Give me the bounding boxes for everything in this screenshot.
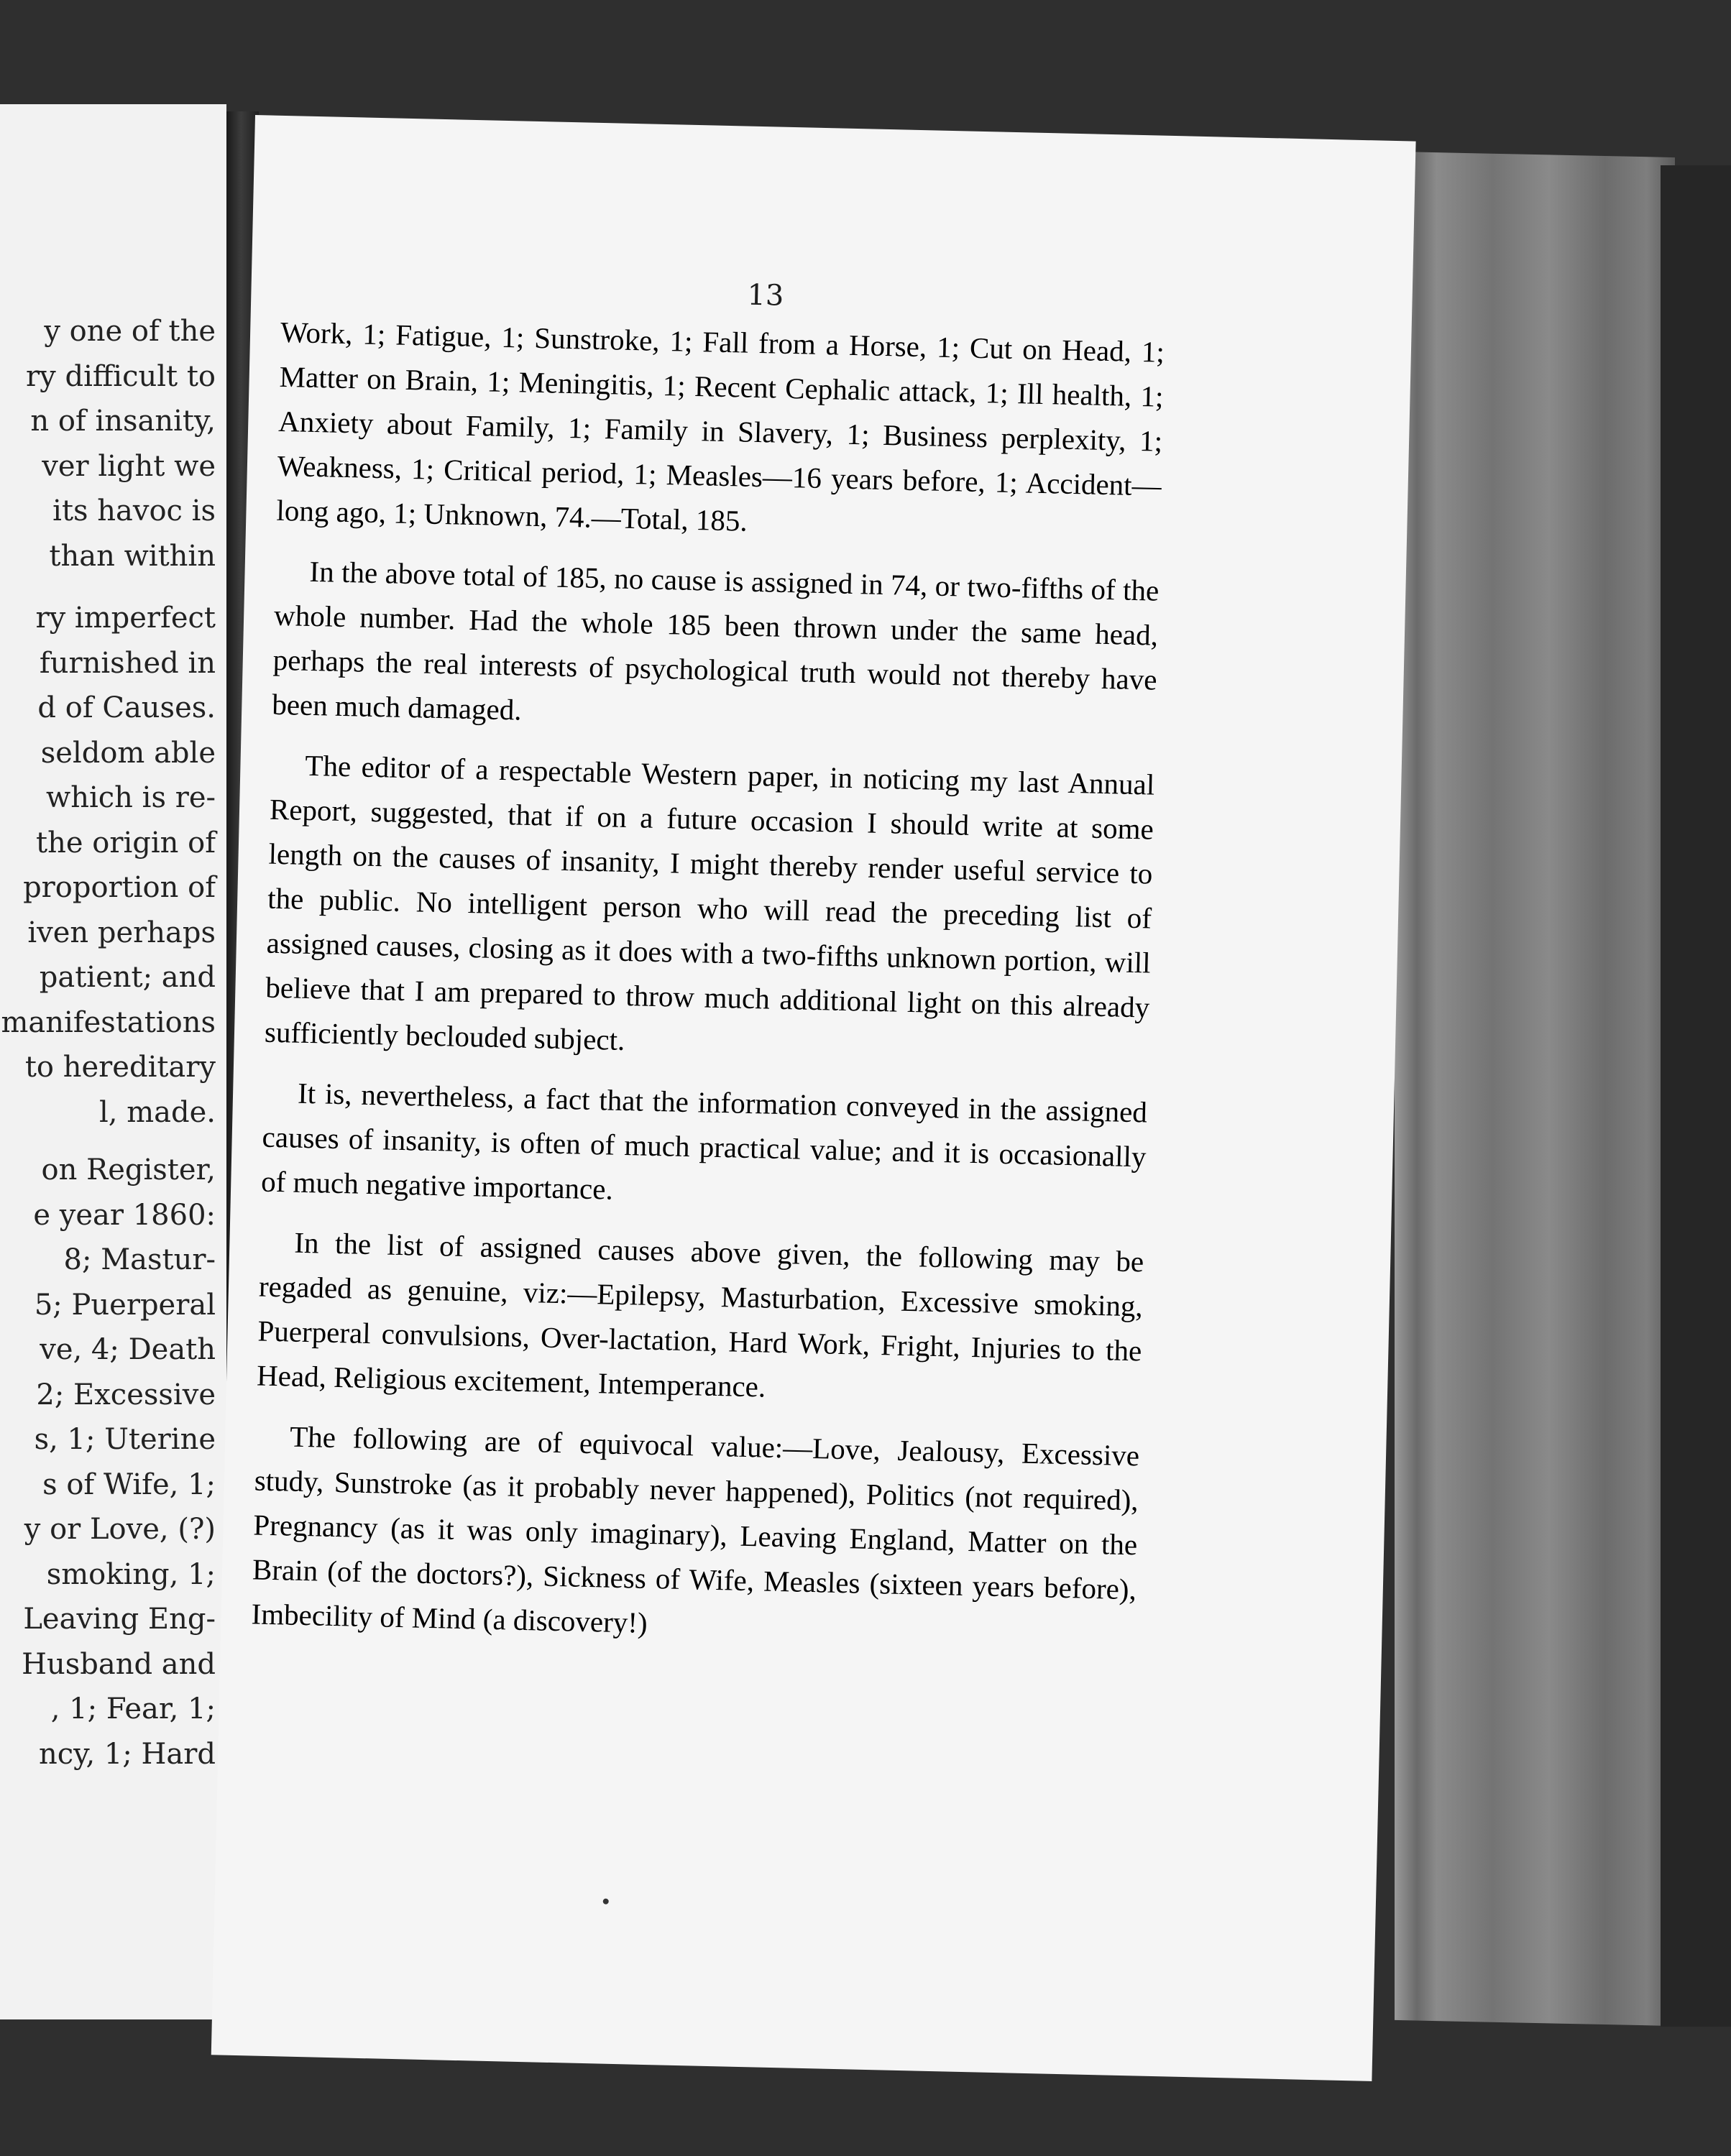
left-line: than within <box>49 539 216 573</box>
left-line: ve, 4; Death <box>40 1333 216 1366</box>
paragraph: It is, nevertheless, a fact that the information conveyed in the assigned causes of insanity, is often of much practical value; and it is occasionally of much negative importance. <box>260 1076 1148 1206</box>
left-line: patient; and <box>39 961 216 994</box>
paragraph: In the above total of 185, no cause is assigned in 74, or two-fifths of the whole number. Had the whole 185 been thrown under the same head, perhaps the real interests of psychological truth would not thereby have been much damaged. <box>271 554 1160 727</box>
left-line: 8; Mastur- <box>63 1243 216 1276</box>
left-line: d of Causes. <box>37 691 216 724</box>
left-line: on Register, <box>41 1153 216 1187</box>
book-page-edges <box>1395 152 1675 2026</box>
left-line: proportion of <box>23 871 216 904</box>
left-line: manifestations <box>1 1005 216 1039</box>
left-line: to hereditary <box>24 1051 216 1084</box>
left-page <box>0 104 226 2019</box>
left-line: s of Wife, 1; <box>42 1468 216 1501</box>
left-line: ry difficult to <box>26 359 216 393</box>
paragraph: The following are of equivocal value:—Love, Jealousy, Excessive study, Sunstroke (as it probably never happened), Politics (not required), Pregnancy (as it was only imaginary), Leaving England, Matter on the Brain (of the doctors?), Sickness of Wife, Measles (sixteen years before), Imbecility of Mind (a discovery!) <box>251 1419 1140 1639</box>
left-line: furnished in <box>39 646 216 680</box>
left-line: y one of the <box>44 315 216 348</box>
left-line: Leaving Eng- <box>23 1603 216 1636</box>
background-shadow <box>1661 165 1731 2027</box>
right-page <box>211 115 1416 2081</box>
left-line: seldom able <box>40 736 216 770</box>
left-line: n of insanity, <box>30 405 216 438</box>
left-line: y or Love, (?) <box>24 1513 216 1546</box>
left-line: ncy, 1; Hard <box>39 1737 216 1771</box>
left-line: Husband and <box>22 1647 216 1681</box>
left-line: ver light we <box>42 449 216 483</box>
left-line: l, made. <box>99 1095 216 1129</box>
left-line: e year 1860: <box>33 1198 216 1232</box>
paragraph: In the list of assigned causes above given, the following may be regaded as genuine, viz:—Epilepsy, Masturbation, Excessive smoking, Puerperal convulsions, Over-lactation, Hard Work, Fright, Injuries to the Head, Religious excitement, Intemperance. <box>256 1225 1144 1404</box>
left-line: , 1; Fear, 1; <box>50 1692 216 1726</box>
paragraph: The editor of a respectable Western paper, in noticing my last Annual Report, suggested, that if on a future occasion I should write at some length on the causes of insanity, I might thereby render useful service to the public. No intelligent person who will read the preceding list of assigned causes, closing as it does with a two-fifths unknown portion, will believe that I am prepared to throw much additional light on this already sufficiently beclouded subject. <box>264 748 1155 1056</box>
left-line: 5; Puerperal <box>34 1288 216 1322</box>
left-line: its havoc is <box>52 494 216 528</box>
paragraph: Work, 1; Fatigue, 1; Sunstroke, 1; Fall from a Horse, 1; Cut on Head, 1; Matter on Brain, 1; Meningitis, 1; Recent Cephalic attack, 1; Ill health, 1; Anxiety about Family, 1; Family in Slavery, 1; Business perplexity, 1; Weakness, 1; Critical period, 1; Measles—16 years before, 1; Accident—long ago, 1; Unknown, 74.—Total, 185. <box>276 315 1165 538</box>
left-line: iven perhaps <box>27 916 216 949</box>
page-body <box>250 310 1165 1672</box>
left-page-text <box>0 309 216 1777</box>
left-line: ry imperfect <box>35 602 216 635</box>
left-line: s, 1; Uterine <box>34 1423 216 1456</box>
left-line: 2; Excessive <box>36 1378 216 1411</box>
ink-speck <box>603 1899 609 1904</box>
left-line: which is re- <box>45 781 216 814</box>
left-line: smoking, 1; <box>46 1557 216 1591</box>
left-line: the origin of <box>36 826 216 860</box>
page-number: 13 <box>746 278 784 313</box>
